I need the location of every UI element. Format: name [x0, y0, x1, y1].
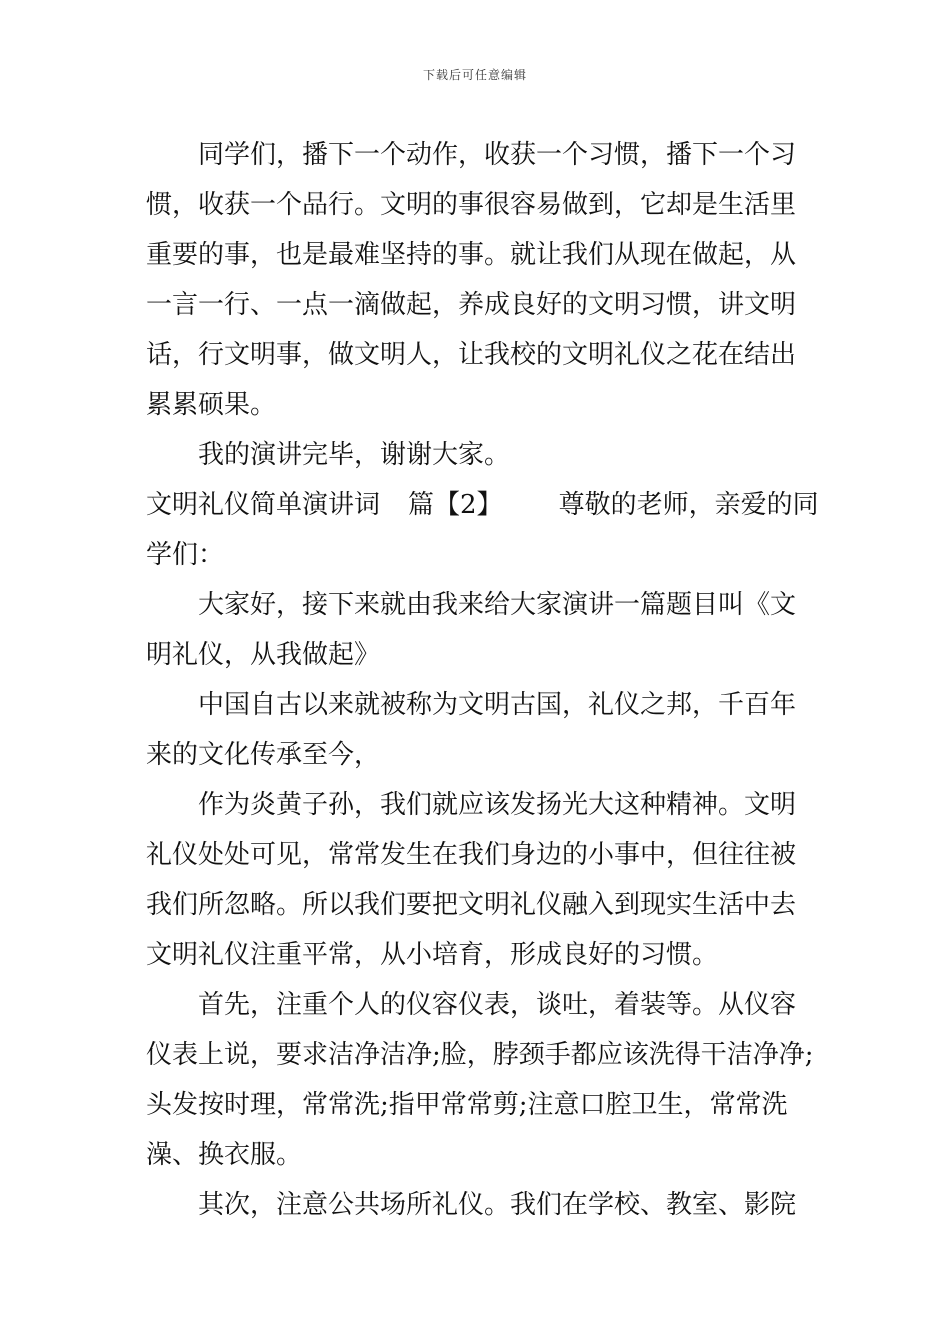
section-part-label: 篇【2】 — [408, 490, 503, 520]
text-line: 同学们，播下一个动作，收获一个习惯，播下一个习 — [198, 140, 797, 170]
text-line: 来的文化传承至今， — [146, 740, 381, 770]
text-line: 大家好，接下来就由我来给大家演讲一篇题目叫《文 — [198, 590, 797, 620]
text-line: 作为炎黄子孙，我们就应该发扬光大这种精神。文明 — [198, 790, 797, 820]
text-line: 重要的事，也是最难坚持的事。就让我们从现在做起，从 — [146, 240, 797, 270]
section-title: 文明礼仪简单演讲词 — [146, 490, 381, 520]
text-line: 仪表上说，要求洁净洁净;脸，脖颈手都应该洗得干洁净净; — [146, 1040, 814, 1070]
text-line: 澡、换衣服。 — [146, 1140, 303, 1170]
text-line: 话，行文明事，做文明人，让我校的文明礼仪之花在结出 — [146, 340, 797, 370]
text-line: 明礼仪，从我做起》 — [146, 640, 381, 670]
salutation-start: 尊敬的老师，亲爱的同 — [558, 490, 819, 520]
text-line: 一言一行、一点一滴做起，养成良好的文明习惯，讲文明 — [146, 290, 797, 320]
text-line: 学们： — [146, 540, 225, 570]
text-line: 惯，收获一个品行。文明的事很容易做到，它却是生活里 — [146, 190, 797, 220]
text-line: 我们所忽略。所以我们要把文明礼仪融入到现实生活中去 — [146, 890, 797, 920]
text-line: 其次，注意公共场所礼仪。我们在学校、教室、影院 — [198, 1190, 797, 1220]
text-line: 文明礼仪注重平常，从小培育，形成良好的习惯。 — [146, 940, 719, 970]
page-header: 下载后可任意编辑 — [422, 68, 527, 82]
text-line: 中国自古以来就被称为文明古国，礼仪之邦，千百年 — [198, 690, 797, 720]
text-line: 累累硕果。 — [146, 390, 277, 420]
text-line: 头发按时理，常常洗;指甲常常剪;注意口腔卫生，常常洗 — [146, 1090, 788, 1120]
text-line: 礼仪处处可见，常常发生在我们身边的小事中，但往往被 — [146, 840, 797, 870]
document-body — [146, 130, 819, 1230]
section-title-line — [146, 480, 819, 530]
text-line: 我的演讲完毕，谢谢大家。 — [198, 440, 511, 470]
text-line: 首先，注重个人的仪容仪表，谈吐，着装等。从仪容 — [198, 990, 797, 1020]
